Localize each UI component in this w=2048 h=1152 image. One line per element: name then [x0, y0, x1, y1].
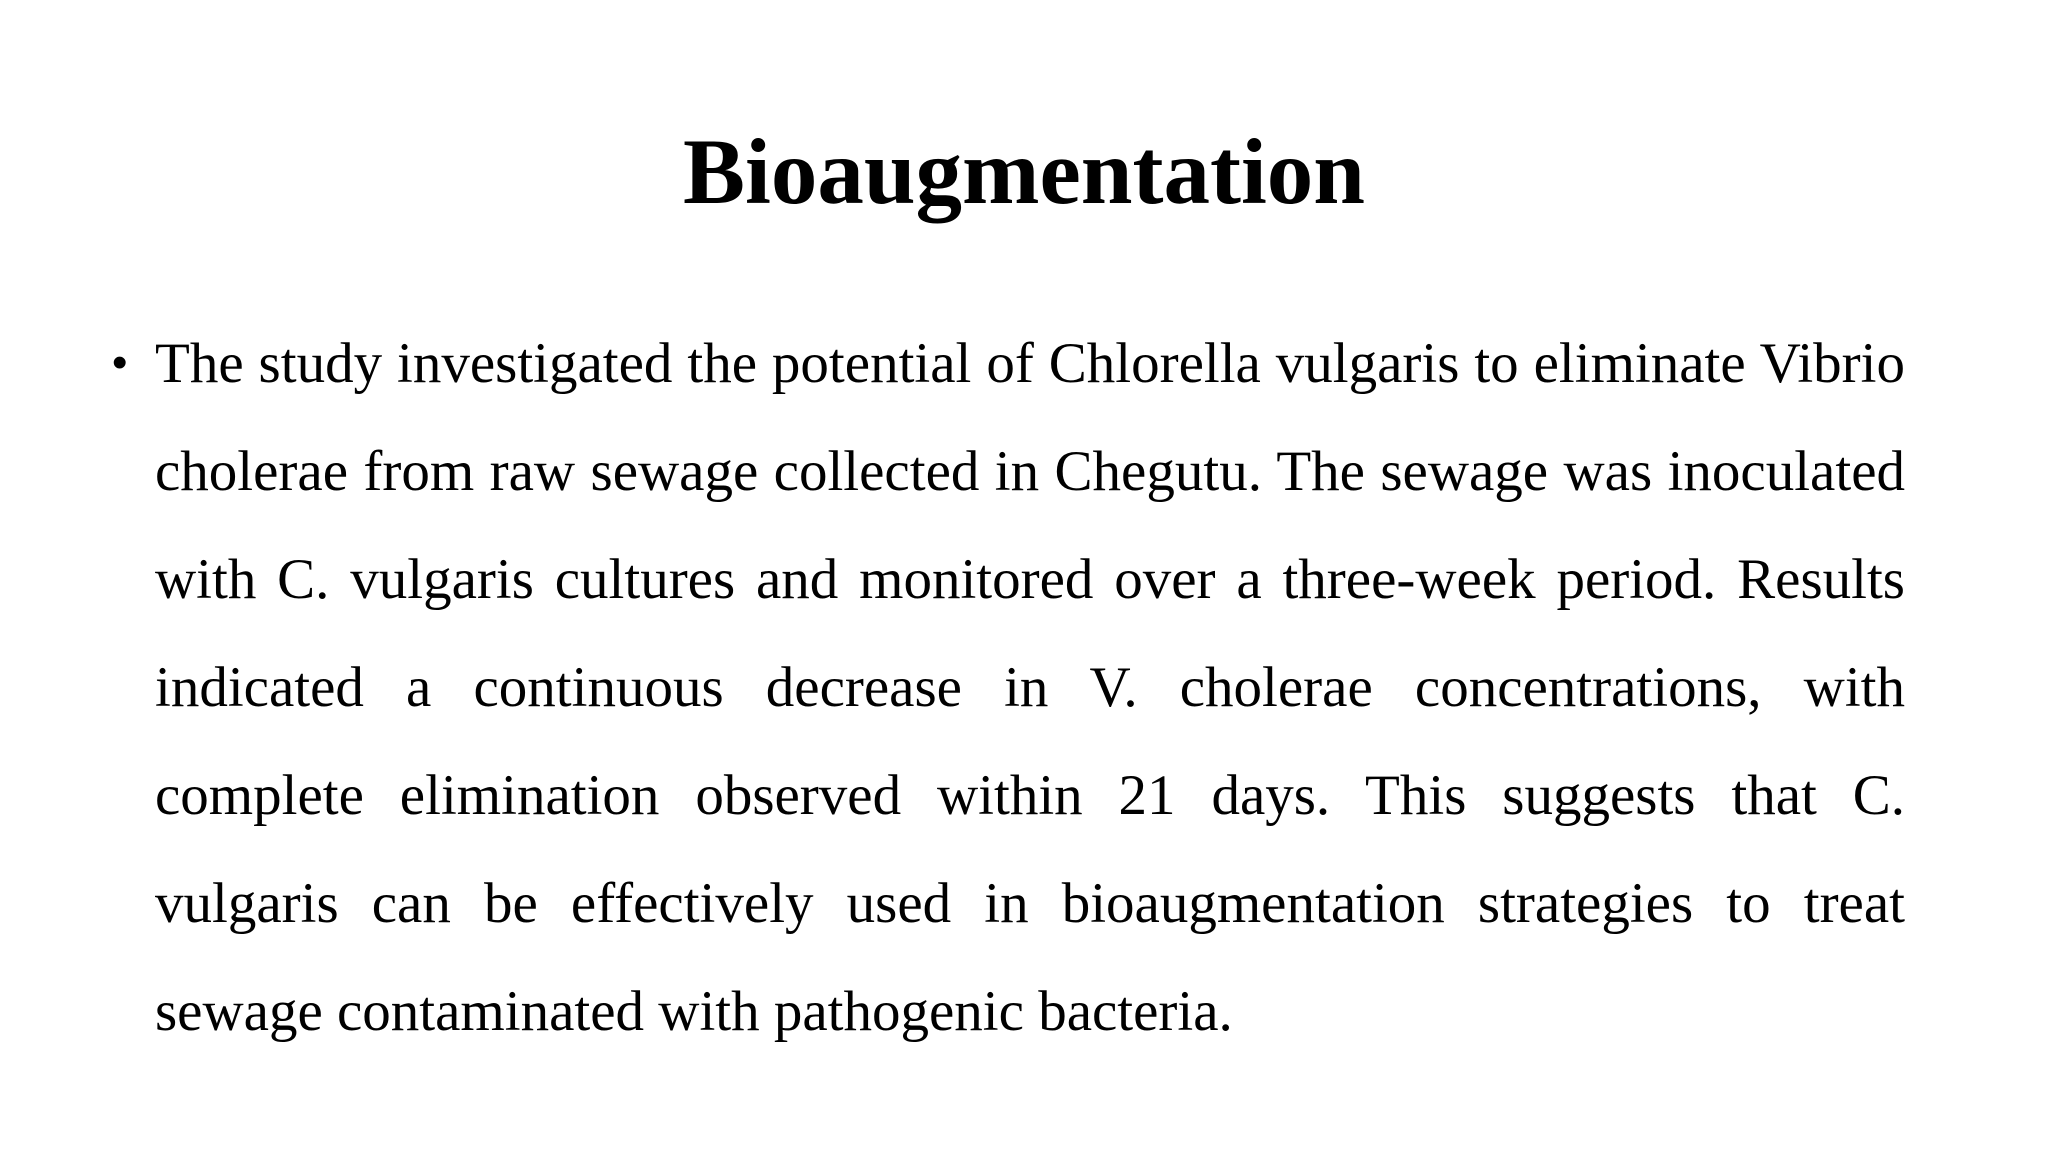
- bullet-text: The study investigated the potential of Chlorella vulgaris to eliminate Vibrio cholerae from raw sewage collected in Chegutu. The sewage was inoculated with C. vulgaris cultures and monitored over a three-week period. Results indicated a continuous decrease in V. cholerae concentrations, with complete elimination observed within 21 days. This suggests that C. vulgaris can be effectively used in bioaugmentation strategies to treat sewage contaminated with pathogenic bacteria.: [155, 332, 1905, 1043]
- list-item: [112, 310, 1905, 1066]
- bullet-marker: •: [112, 338, 128, 387]
- slide-title: Bioaugmentation: [682, 121, 1366, 224]
- bullet-list: [112, 310, 1905, 1066]
